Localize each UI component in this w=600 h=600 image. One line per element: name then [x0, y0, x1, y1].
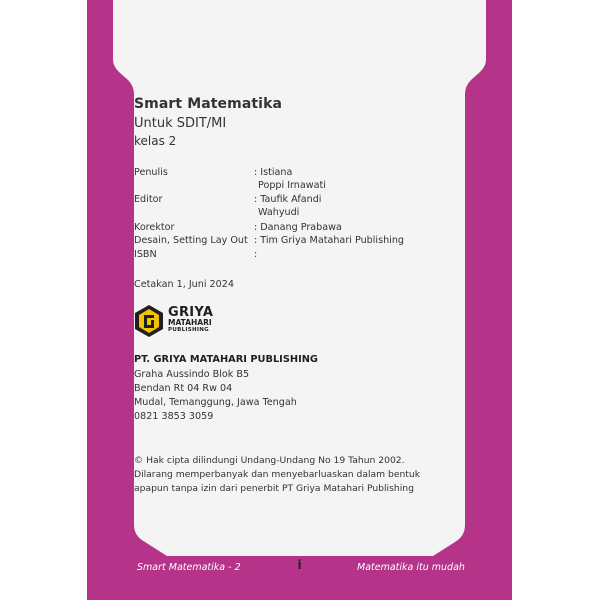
footer-tagline: Matematika itu mudah: [357, 562, 465, 573]
credit-label: Desain, Setting Lay Out: [134, 235, 248, 246]
credit-value: [254, 166, 326, 192]
credit-row-author: [134, 166, 326, 192]
footer-book-title: Smart Matematika - 2: [137, 562, 241, 573]
credit-value: [254, 193, 321, 219]
logo-wordmark-tag: PUBLISHING: [168, 327, 209, 333]
copyright-notice: [134, 454, 434, 496]
logo-wordmark-sub: MATAHARI: [168, 318, 212, 327]
publisher-name: PT. GRIYA MATAHARI PUBLISHING: [134, 354, 318, 365]
credit-row-proofreader: [134, 221, 342, 234]
credit-value: [254, 248, 257, 261]
gm-logo-icon: [134, 304, 164, 338]
edition-info: Cetakan 1, Juni 2024: [134, 279, 234, 290]
credit-value-line: Poppi Irnawati: [258, 180, 326, 191]
publisher-phone: 0821 3853 3059: [134, 411, 214, 422]
credit-label: Korektor: [134, 222, 175, 233]
credit-value-line: : Istiana: [254, 167, 293, 178]
book-page: [87, 0, 512, 600]
credit-row-isbn: [134, 248, 257, 261]
credit-row-layout: [134, 234, 404, 247]
book-grade: kelas 2: [134, 134, 177, 148]
copyright-line: apapun tanpa izin dari penerbit PT Griya Matahari Publishing: [134, 483, 414, 494]
book-subtitle: Untuk SDIT/MI: [134, 116, 227, 131]
copyright-line: © Hak cipta dilindungi Undang-Undang No 19 Tahun 2002.: [134, 455, 405, 466]
page-number: i: [297, 558, 302, 572]
credit-label: Editor: [134, 194, 163, 205]
credit-value: [254, 234, 404, 247]
logo-wordmark: GRIYA: [168, 305, 214, 320]
credit-value-line: : Tim Griya Matahari Publishing: [254, 235, 405, 246]
credit-value-line: Wahyudi: [258, 207, 300, 218]
page-background: [87, 0, 512, 600]
credit-label: Penulis: [134, 167, 168, 178]
credit-value: [254, 221, 342, 234]
publisher-address-line: Bendan Rt 04 Rw 04: [134, 383, 233, 394]
credit-label: ISBN: [134, 249, 157, 260]
publisher-address-line: Mudal, Temanggung, Jawa Tengah: [134, 397, 297, 408]
credit-row-editor: [134, 193, 321, 219]
publisher-logo: [134, 304, 244, 340]
copyright-line: Dilarang memperbanyak dan menyebarluaskan dalam bentuk: [134, 469, 421, 480]
book-title: Smart Matematika: [134, 96, 283, 112]
publisher-address-line: Graha Aussindo Blok B5: [134, 369, 250, 380]
credit-value-line: : Danang Prabawa: [254, 222, 342, 233]
credit-value-line: : Taufik Afandi: [254, 194, 322, 205]
credit-value-line: :: [254, 249, 258, 260]
